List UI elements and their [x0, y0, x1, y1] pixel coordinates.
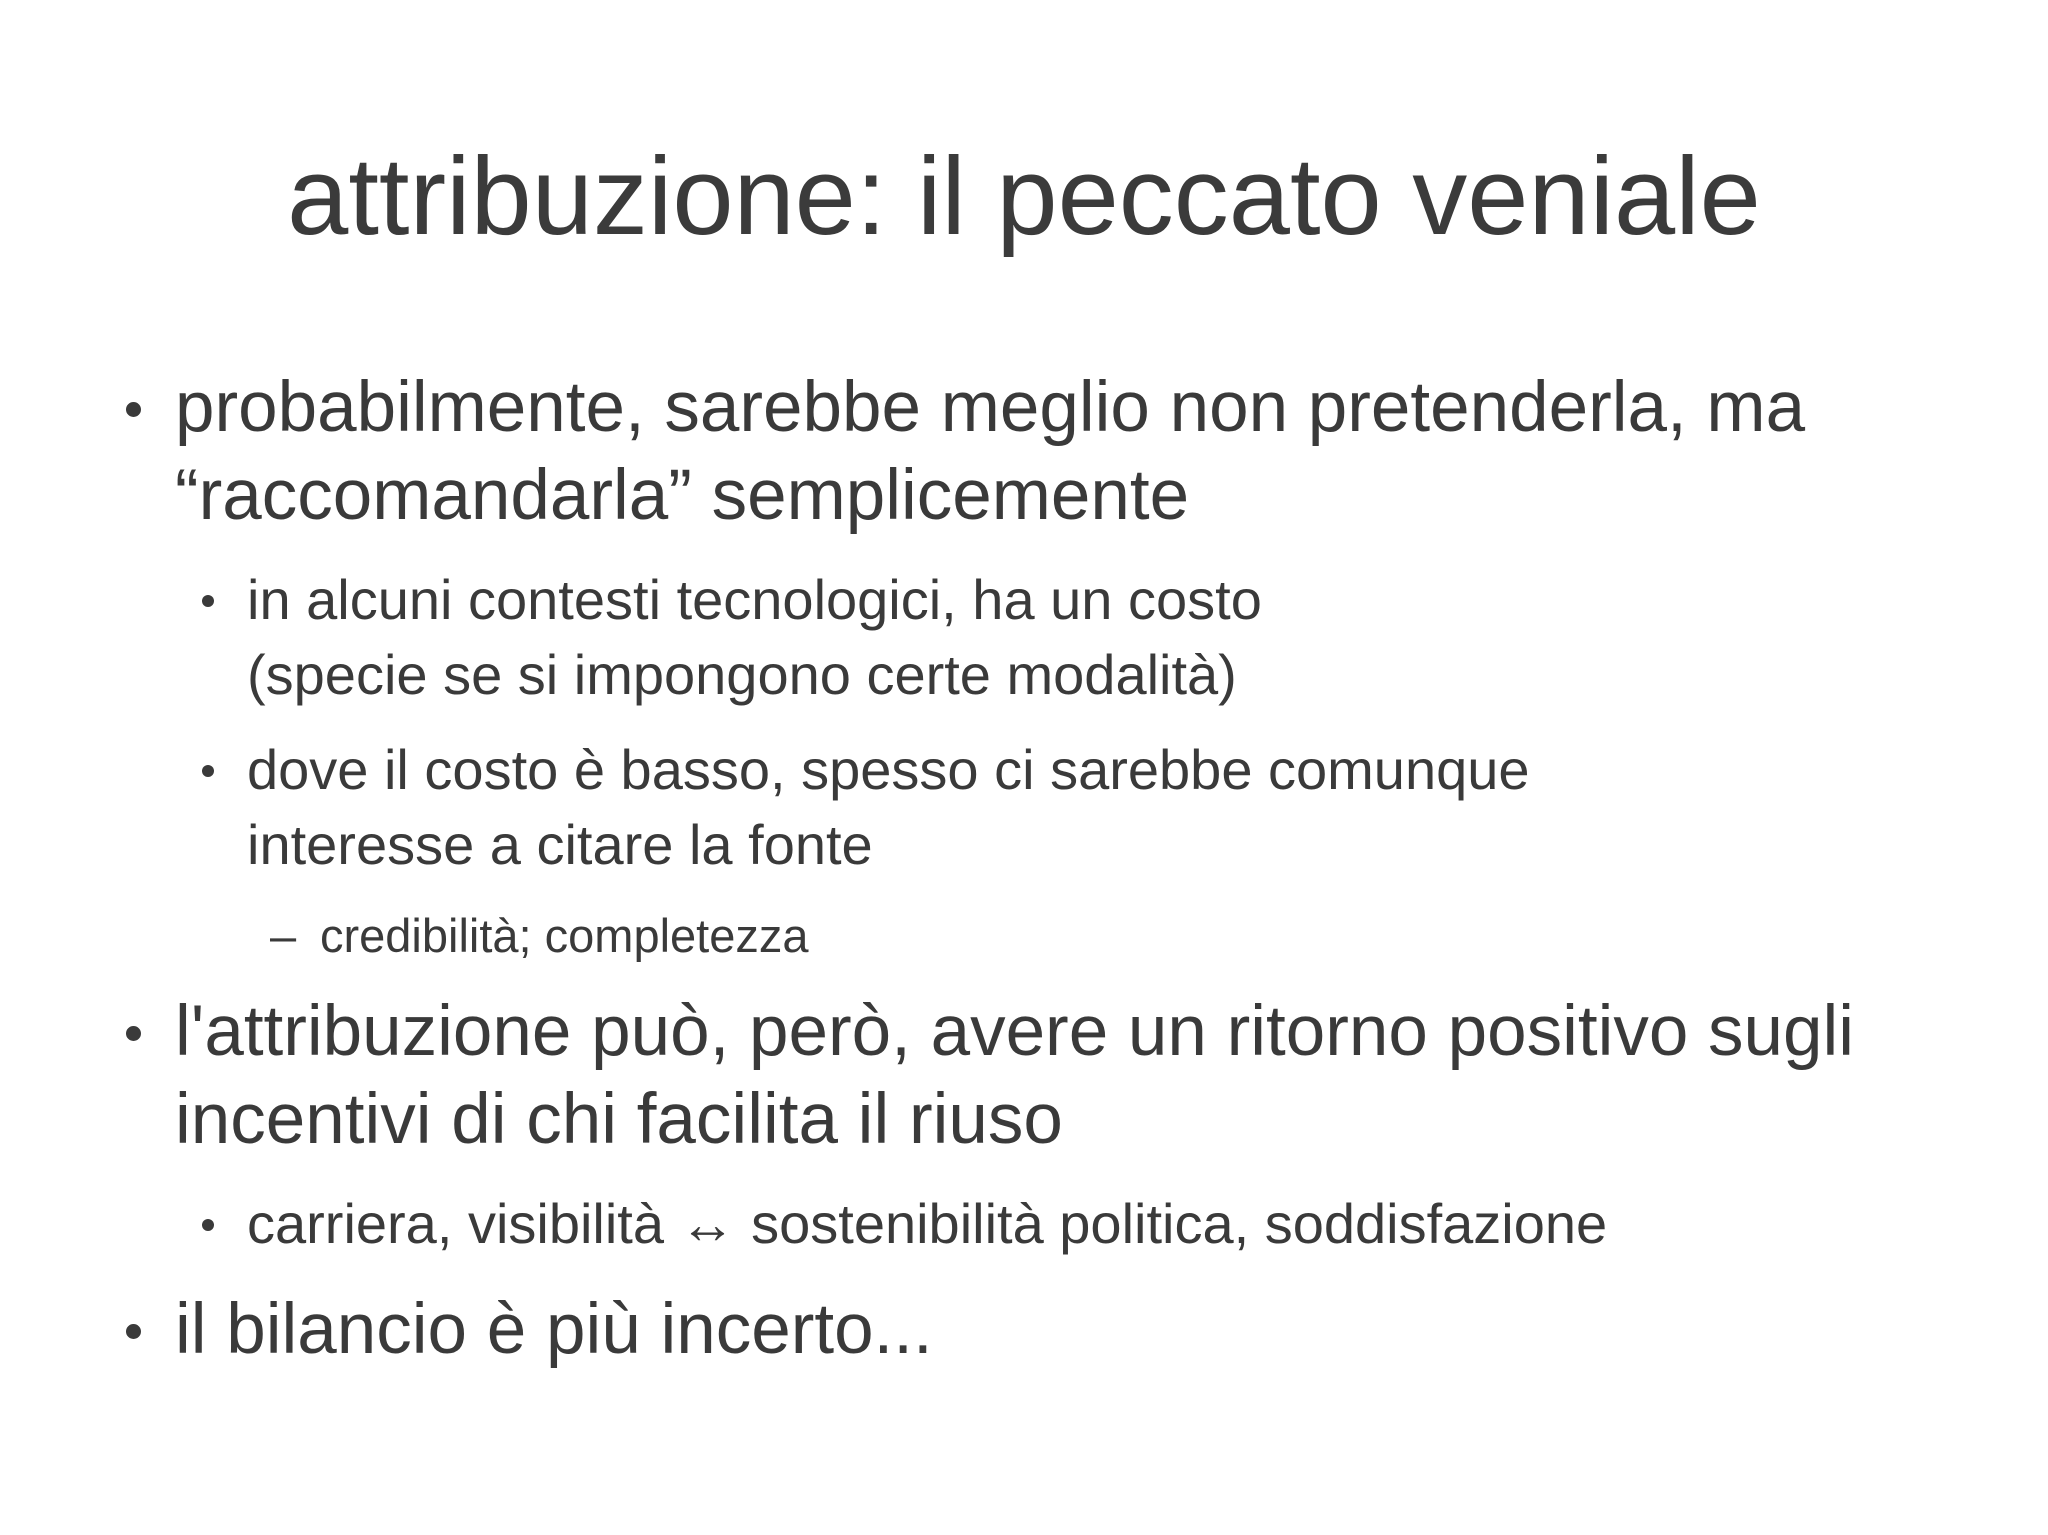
bullet-line: dove il costo è basso, spesso ci sarebbe comunque	[247, 738, 1530, 801]
bullet-line: interesse a citare la fonte	[247, 813, 873, 876]
bullet-item-level1	[175, 988, 1854, 1164]
slide-title: attribuzione: il peccato veniale	[287, 135, 1761, 258]
bullet-dot-icon	[202, 1219, 214, 1231]
bullet-item-level1	[175, 1286, 933, 1374]
bullet-line: in alcuni contesti tecnologici, ha un costo	[247, 568, 1262, 631]
dash-marker: –	[270, 909, 297, 962]
bullet-item-level2	[247, 732, 1530, 882]
bullet-dot-icon	[126, 1324, 141, 1339]
bullet-line: credibilità; completezza	[320, 909, 809, 962]
bullet-line: probabilmente, sarebbe meglio non pretenderla, ma	[175, 368, 1806, 447]
bullet-dot-icon	[202, 595, 214, 607]
bullet-line: carriera, visibilità ↔ sostenibilità politica, soddisfazione	[247, 1192, 1608, 1255]
bullet-dot-icon	[202, 765, 214, 777]
bullet-line: il bilancio è più incerto...	[175, 1290, 933, 1369]
bullet-item-level3	[270, 906, 809, 966]
bullet-item-level1	[175, 364, 1805, 540]
bullet-line: “raccomandarla” semplicemente	[175, 456, 1190, 535]
bullet-item-level2	[247, 562, 1262, 712]
bullet-item-level2	[247, 1186, 1607, 1261]
bullet-line: (specie se si impongono certe modalità)	[247, 643, 1237, 706]
bullet-line: incentivi di chi facilita il riuso	[175, 1080, 1063, 1159]
bullet-dot-icon	[126, 1026, 141, 1041]
bullet-line: l'attribuzione può, però, avere un ritorno positivo sugli	[175, 992, 1855, 1071]
bullet-dot-icon	[126, 402, 141, 417]
